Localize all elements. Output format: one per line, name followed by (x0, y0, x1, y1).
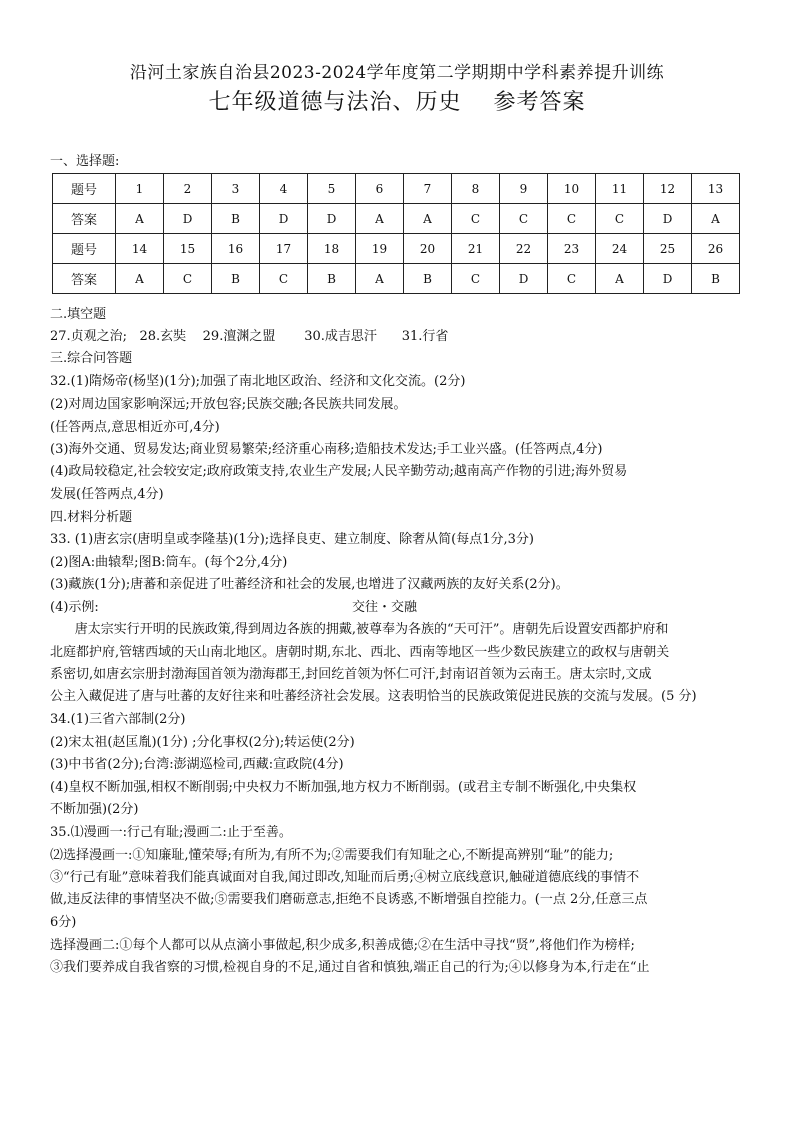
row-label: 答案 (53, 264, 116, 294)
answer-cell: C (164, 264, 212, 294)
question-number: 21 (452, 234, 500, 264)
answer-table (52, 173, 740, 294)
answer-line: ③我们要养成自我省察的习惯,检视自身的不足,通过自省和慎独,端正自己的行为;④以修身为本,行走在“止 (50, 960, 650, 975)
answer-cell: A (116, 204, 164, 234)
document-title: 沿河土家族自治县2023-2024学年度第二学期期中学科素养提升训练 (129, 63, 665, 83)
question-number: 12 (644, 174, 692, 204)
question-number: 24 (596, 234, 644, 264)
answer-cell: A (116, 264, 164, 294)
answer-cell: C (500, 204, 548, 234)
answer-line: (4)皇权不断加强,相权不断削弱;中央权力不断加强,地方权力不断削弱。(或君主专制不断强化,中央集权 (50, 780, 637, 795)
answer-cell: B (212, 204, 260, 234)
table-row (53, 204, 740, 234)
answer-cell: B (692, 264, 740, 294)
section-heading-fill: 二.填空题 (50, 307, 107, 322)
answer-cell: D (500, 264, 548, 294)
answer-cell: D (644, 204, 692, 234)
section-heading-qa: 三.综合问答题 (50, 351, 133, 366)
answer-line: (2)对周边国家影响深远;开放包容;民族交融;各民族共同发展。 (50, 397, 407, 412)
paragraph-line: 公主入藏促进了唐与吐蕃的友好往来和吐蕃经济社会发展。这表明恰当的民族政策促进民族的交流与发展。(5 分) (50, 689, 697, 704)
answer-cell: D (308, 204, 356, 234)
fill-answers: 27.贞观之治; 28.玄奘 29.澶渊之盟 30.成吉思汗 31.行省 (50, 329, 449, 344)
section-heading-choice: 一、选择题: (50, 154, 120, 169)
answer-line: 做,违反法律的事情坚决不做;⑤需要我们磨砺意志,拒绝不良诱惑,不断增强自控能力。(一点 2分,任意三点 (50, 892, 648, 907)
table-row (53, 234, 740, 264)
answer-cell: C (452, 264, 500, 294)
answer-line: 不断加强)(2分) (50, 802, 139, 817)
document-subtitle: 七年级道德与法治、历史 参考答案 (208, 90, 586, 115)
answer-line: 34.(1)三省六部制(2分) (50, 712, 186, 727)
answer-line: 32.(1)隋炀帝(杨坚)(1分);加强了南北地区政治、经济和文化交流。(2分) (50, 374, 466, 389)
answer-line: 发展(任答两点,4分) (50, 487, 164, 502)
answer-cell: D (644, 264, 692, 294)
question-number: 6 (356, 174, 404, 204)
answer-cell: C (260, 264, 308, 294)
answer-cell: A (404, 204, 452, 234)
question-number: 15 (164, 234, 212, 264)
answer-cell: D (260, 204, 308, 234)
question-number: 1 (116, 174, 164, 204)
question-number: 8 (452, 174, 500, 204)
question-number: 19 (356, 234, 404, 264)
answer-cell: B (404, 264, 452, 294)
answer-cell: C (548, 264, 596, 294)
answer-cell: B (212, 264, 260, 294)
answer-line: 33. (1)唐玄宗(唐明皇或李隆基)(1分);选择良吏、建立制度、除奢从简(每点1分,3分) (50, 532, 534, 547)
question-number: 4 (260, 174, 308, 204)
answer-line: ③“行己有耻”意味着我们能真诚面对自我,闻过即改,知耻而后勇;④树立底线意识,触碰道德底线的事情不 (50, 870, 640, 885)
answer-line: ⑵选择漫画一:①知廉耻,懂荣辱;有所为,有所不为;②需要我们有知耻之心,不断提高辨别“耻”的能力; (50, 848, 614, 863)
question-number: 17 (260, 234, 308, 264)
question-number: 5 (308, 174, 356, 204)
answer-cell: B (308, 264, 356, 294)
answer-line: (任答两点,意思相近亦可,4分) (50, 420, 220, 435)
question-number: 10 (548, 174, 596, 204)
answer-line: (4)示例: (50, 600, 99, 615)
row-label: 题号 (53, 234, 116, 264)
answer-cell: A (356, 264, 404, 294)
row-label: 答案 (53, 204, 116, 234)
answer-cell: D (164, 204, 212, 234)
section-heading-material: 四.材料分析题 (50, 510, 133, 525)
paragraph-line: 系密切,如唐玄宗册封渤海国首领为渤海郡王,封回纥首领为怀仁可汗,封南诏首领为云南王。唐太宗时,文成 (50, 667, 652, 682)
question-number: 9 (500, 174, 548, 204)
answer-line: (3)中书省(2分);台湾:澎湖巡检司,西藏:宣政院(4分) (50, 757, 344, 772)
question-number: 3 (212, 174, 260, 204)
question-number: 11 (596, 174, 644, 204)
question-number: 2 (164, 174, 212, 204)
question-number: 22 (500, 234, 548, 264)
question-number: 20 (404, 234, 452, 264)
answer-line: (2)图A:曲辕犁;图B:筒车。(每个2分,4分) (50, 555, 288, 570)
question-number: 23 (548, 234, 596, 264)
question-number: 16 (212, 234, 260, 264)
example-title: 交往・交融 (352, 600, 418, 615)
question-number: 18 (308, 234, 356, 264)
table-row (53, 174, 740, 204)
question-number: 14 (116, 234, 164, 264)
question-number: 7 (404, 174, 452, 204)
answer-line: (3)藏族(1分);唐蕃和亲促进了吐蕃经济和社会的发展,也增进了汉藏两族的友好关系(2分)。 (50, 577, 569, 592)
row-label: 题号 (53, 174, 116, 204)
answer-cell: A (356, 204, 404, 234)
question-number: 13 (692, 174, 740, 204)
paragraph-line: 北庭都护府,管辖西域的天山南北地区。唐朝时期,东北、西北、西南等地区一些少数民族建立的政权与唐朝关 (50, 645, 670, 660)
answer-line: (2)宋太祖(赵匡胤)(1分) ;分化事权(2分);转运使(2分) (50, 735, 355, 750)
answer-cell: A (692, 204, 740, 234)
question-number: 25 (644, 234, 692, 264)
answer-line: 6分) (50, 915, 77, 930)
answer-line: (4)政局较稳定,社会较安定;政府政策支持,农业生产发展;人民辛勤劳动;越南高产作物的引进;海外贸易 (50, 464, 628, 479)
question-number: 26 (692, 234, 740, 264)
answer-cell: C (596, 204, 644, 234)
table-row (53, 264, 740, 294)
answer-line: (3)海外交通、贸易发达;商业贸易繁荣;经济重心南移;造船技术发达;手工业兴盛。(任答两点,4分) (50, 442, 603, 457)
answer-line: 选择漫画二:①每个人都可以从点滴小事做起,积少成多,积善成德;②在生活中寻找“贤”,将他们作为榜样; (50, 938, 635, 953)
answer-cell: C (452, 204, 500, 234)
answer-line: 35.⑴漫画一:行己有耻;漫画二:止于至善。 (50, 825, 292, 840)
paragraph-line: 唐太宗实行开明的民族政策,得到周边各族的拥戴,被尊奉为各族的“天可汗”。唐朝先后设置安西都护府和 (50, 622, 669, 637)
answer-cell: A (596, 264, 644, 294)
answer-cell: C (548, 204, 596, 234)
